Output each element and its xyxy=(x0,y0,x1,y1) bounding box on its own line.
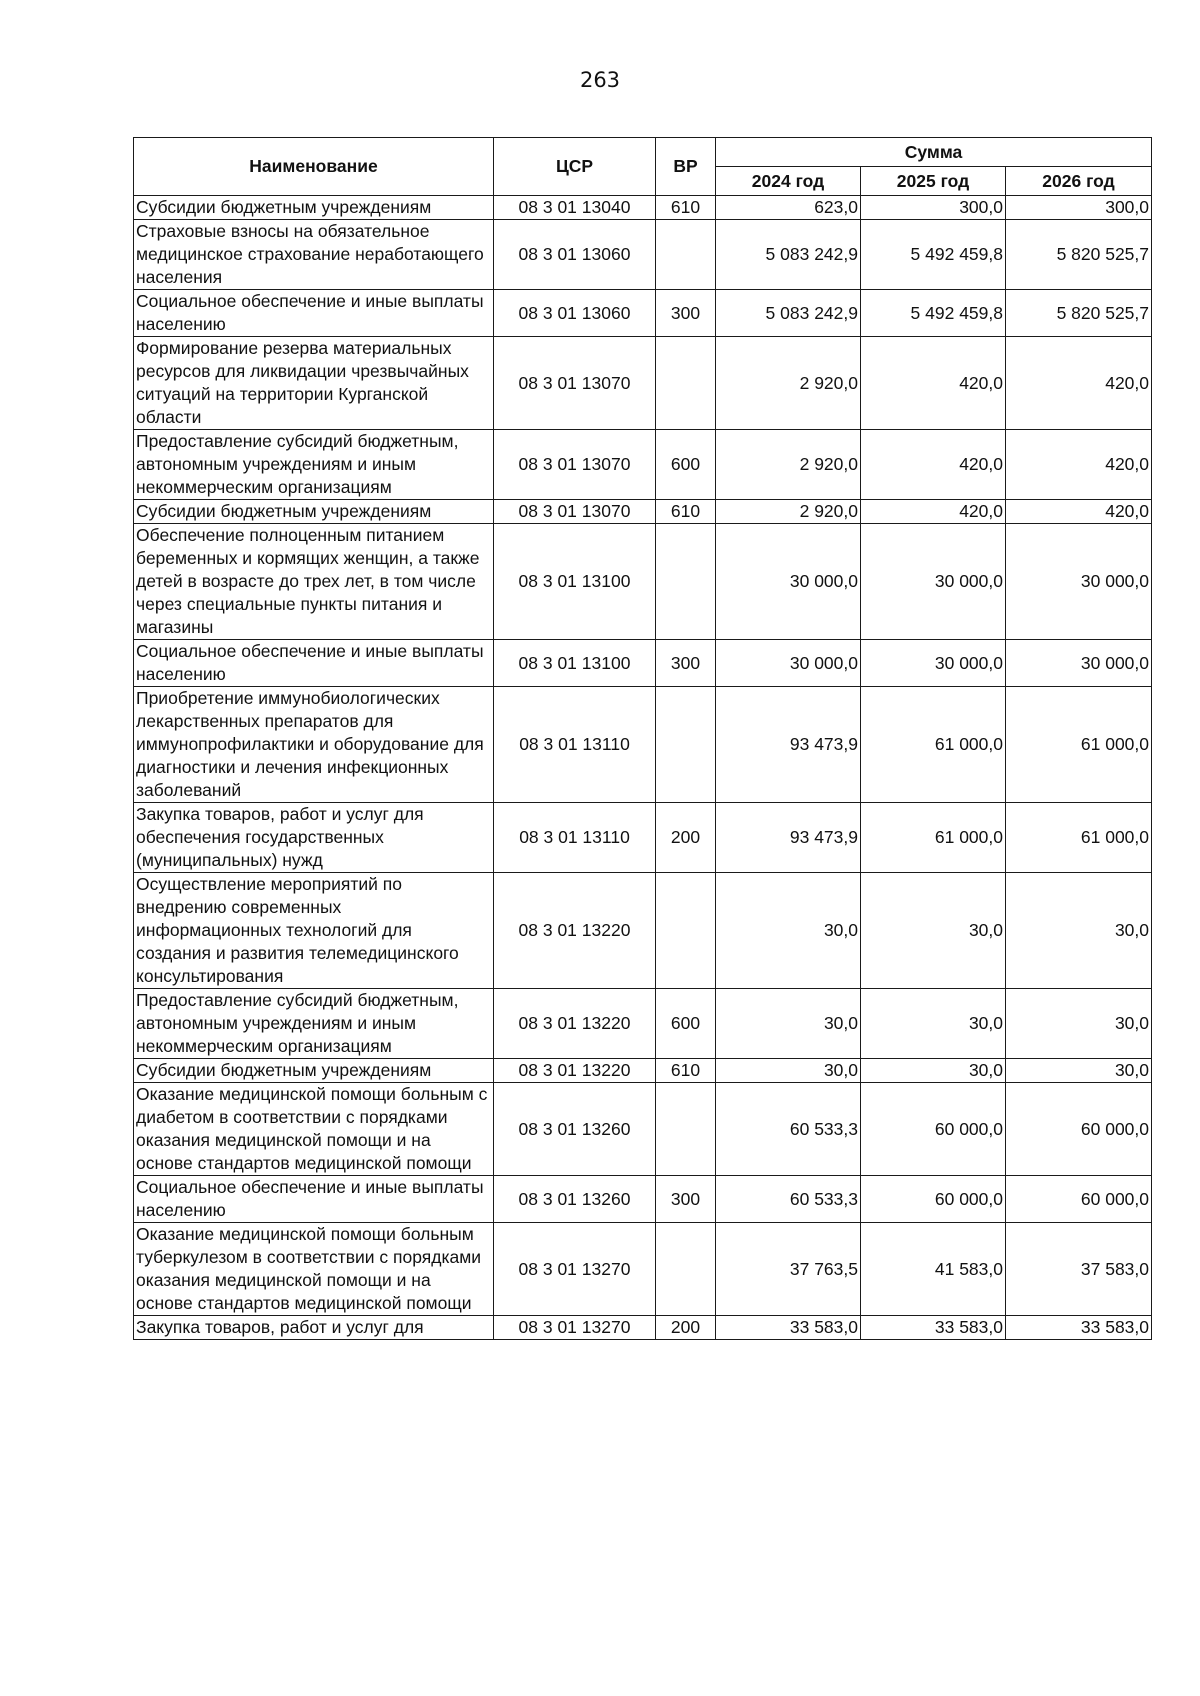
row-name: Осуществление мероприятий по внедрению современных информационных технологий для создания и развития телемедицинского консультирования xyxy=(134,873,494,989)
header-name: Наименование xyxy=(134,138,494,196)
row-value-2026: 60 000,0 xyxy=(1006,1083,1152,1176)
row-csr: 08 3 01 13070 xyxy=(494,337,656,430)
row-csr: 08 3 01 13270 xyxy=(494,1223,656,1316)
row-name: Социальное обеспечение и иные выплаты населению xyxy=(134,640,494,687)
header-year-2024: 2024 год xyxy=(716,167,861,196)
row-value-2026: 5 820 525,7 xyxy=(1006,290,1152,337)
row-vr: 600 xyxy=(656,430,716,500)
table-row xyxy=(134,196,1152,220)
table-row xyxy=(134,873,1152,989)
row-name: Предоставление субсидий бюджетным, автономным учреждениям и иным некоммерческим организациям xyxy=(134,430,494,500)
row-value-2024: 2 920,0 xyxy=(716,500,861,524)
row-value-2026: 61 000,0 xyxy=(1006,803,1152,873)
row-value-2026: 30,0 xyxy=(1006,989,1152,1059)
row-value-2026: 300,0 xyxy=(1006,196,1152,220)
table-row xyxy=(134,430,1152,500)
row-value-2025: 30,0 xyxy=(861,989,1006,1059)
row-value-2026: 30 000,0 xyxy=(1006,524,1152,640)
table-row xyxy=(134,803,1152,873)
row-value-2025: 5 492 459,8 xyxy=(861,220,1006,290)
header-year-2026: 2026 год xyxy=(1006,167,1152,196)
row-value-2024: 60 533,3 xyxy=(716,1176,861,1223)
row-value-2026: 420,0 xyxy=(1006,500,1152,524)
row-name: Формирование резерва материальных ресурсов для ликвидации чрезвычайных ситуаций на территории Курганской области xyxy=(134,337,494,430)
row-vr xyxy=(656,524,716,640)
table-row xyxy=(134,1059,1152,1083)
row-value-2025: 41 583,0 xyxy=(861,1223,1006,1316)
row-value-2024: 623,0 xyxy=(716,196,861,220)
row-value-2024: 30 000,0 xyxy=(716,524,861,640)
row-value-2026: 33 583,0 xyxy=(1006,1316,1152,1340)
table-row xyxy=(134,524,1152,640)
row-csr: 08 3 01 13220 xyxy=(494,989,656,1059)
row-value-2026: 30,0 xyxy=(1006,873,1152,989)
row-value-2026: 30,0 xyxy=(1006,1059,1152,1083)
row-value-2025: 420,0 xyxy=(861,337,1006,430)
row-value-2025: 5 492 459,8 xyxy=(861,290,1006,337)
row-vr: 600 xyxy=(656,989,716,1059)
row-value-2026: 420,0 xyxy=(1006,430,1152,500)
table-row xyxy=(134,1316,1152,1340)
row-vr xyxy=(656,1223,716,1316)
row-vr: 300 xyxy=(656,290,716,337)
row-value-2026: 37 583,0 xyxy=(1006,1223,1152,1316)
row-value-2025: 30,0 xyxy=(861,873,1006,989)
row-csr: 08 3 01 13100 xyxy=(494,524,656,640)
row-value-2024: 5 083 242,9 xyxy=(716,220,861,290)
table-row xyxy=(134,1176,1152,1223)
row-csr: 08 3 01 13220 xyxy=(494,1059,656,1083)
row-value-2024: 93 473,9 xyxy=(716,803,861,873)
row-value-2026: 61 000,0 xyxy=(1006,687,1152,803)
table-row xyxy=(134,500,1152,524)
row-value-2025: 420,0 xyxy=(861,500,1006,524)
row-csr: 08 3 01 13110 xyxy=(494,687,656,803)
row-csr: 08 3 01 13070 xyxy=(494,430,656,500)
row-vr: 610 xyxy=(656,500,716,524)
row-vr: 610 xyxy=(656,196,716,220)
row-name: Оказание медицинской помощи больным туберкулезом в соответствии с порядками оказания медицинской помощи и на основе стандартов медицинской помощи xyxy=(134,1223,494,1316)
row-vr xyxy=(656,687,716,803)
table-body xyxy=(134,196,1152,1340)
table-row xyxy=(134,687,1152,803)
row-csr: 08 3 01 13070 xyxy=(494,500,656,524)
header-csr: ЦСР xyxy=(494,138,656,196)
row-csr: 08 3 01 13100 xyxy=(494,640,656,687)
row-value-2024: 30,0 xyxy=(716,1059,861,1083)
row-name: Субсидии бюджетным учреждениям xyxy=(134,196,494,220)
row-name: Субсидии бюджетным учреждениям xyxy=(134,500,494,524)
row-vr: 200 xyxy=(656,803,716,873)
row-csr: 08 3 01 13220 xyxy=(494,873,656,989)
row-vr: 610 xyxy=(656,1059,716,1083)
table-row xyxy=(134,337,1152,430)
table-row xyxy=(134,989,1152,1059)
row-value-2026: 420,0 xyxy=(1006,337,1152,430)
row-value-2024: 30,0 xyxy=(716,873,861,989)
row-csr: 08 3 01 13110 xyxy=(494,803,656,873)
row-csr: 08 3 01 13270 xyxy=(494,1316,656,1340)
row-csr: 08 3 01 13260 xyxy=(494,1176,656,1223)
row-vr xyxy=(656,220,716,290)
table-row xyxy=(134,220,1152,290)
table-row xyxy=(134,1083,1152,1176)
row-vr xyxy=(656,337,716,430)
row-csr: 08 3 01 13060 xyxy=(494,290,656,337)
row-value-2025: 60 000,0 xyxy=(861,1083,1006,1176)
row-vr: 200 xyxy=(656,1316,716,1340)
row-value-2026: 30 000,0 xyxy=(1006,640,1152,687)
row-value-2024: 93 473,9 xyxy=(716,687,861,803)
row-value-2025: 420,0 xyxy=(861,430,1006,500)
row-name: Предоставление субсидий бюджетным, автономным учреждениям и иным некоммерческим организациям xyxy=(134,989,494,1059)
row-vr: 300 xyxy=(656,640,716,687)
row-value-2024: 60 533,3 xyxy=(716,1083,861,1176)
table-row xyxy=(134,290,1152,337)
row-value-2025: 60 000,0 xyxy=(861,1176,1006,1223)
row-value-2024: 33 583,0 xyxy=(716,1316,861,1340)
header-sum: Сумма xyxy=(716,138,1152,167)
row-vr xyxy=(656,873,716,989)
row-value-2024: 5 083 242,9 xyxy=(716,290,861,337)
row-name: Приобретение иммунобиологических лекарственных препаратов для иммунопрофилактики и оборудование для диагностики и лечения инфекционных заболеваний xyxy=(134,687,494,803)
row-vr: 300 xyxy=(656,1176,716,1223)
row-name: Оказание медицинской помощи больным с диабетом в соответствии с порядками оказания медицинской помощи и на основе стандартов медицинской помощи xyxy=(134,1083,494,1176)
row-value-2024: 2 920,0 xyxy=(716,430,861,500)
row-vr xyxy=(656,1083,716,1176)
row-name: Закупка товаров, работ и услуг для xyxy=(134,1316,494,1340)
header-vr: ВР xyxy=(656,138,716,196)
row-name: Субсидии бюджетным учреждениям xyxy=(134,1059,494,1083)
row-value-2025: 300,0 xyxy=(861,196,1006,220)
row-value-2026: 5 820 525,7 xyxy=(1006,220,1152,290)
row-value-2025: 33 583,0 xyxy=(861,1316,1006,1340)
row-value-2024: 2 920,0 xyxy=(716,337,861,430)
row-value-2024: 30 000,0 xyxy=(716,640,861,687)
row-value-2024: 37 763,5 xyxy=(716,1223,861,1316)
table-header xyxy=(134,138,1152,196)
row-csr: 08 3 01 13060 xyxy=(494,220,656,290)
row-name: Социальное обеспечение и иные выплаты населению xyxy=(134,290,494,337)
row-value-2025: 30 000,0 xyxy=(861,640,1006,687)
row-csr: 08 3 01 13260 xyxy=(494,1083,656,1176)
row-value-2025: 61 000,0 xyxy=(861,803,1006,873)
header-year-2025: 2025 год xyxy=(861,167,1006,196)
row-name: Закупка товаров, работ и услуг для обеспечения государственных (муниципальных) нужд xyxy=(134,803,494,873)
row-value-2025: 30,0 xyxy=(861,1059,1006,1083)
row-value-2025: 61 000,0 xyxy=(861,687,1006,803)
table-row xyxy=(134,640,1152,687)
budget-table xyxy=(133,137,1152,1340)
page-number: 263 xyxy=(579,68,621,92)
row-name: Обеспечение полноценным питанием беременных и кормящих женщин, а также детей в возрасте до трех лет, в том числе через специальные пункты питания и магазины xyxy=(134,524,494,640)
row-value-2025: 30 000,0 xyxy=(861,524,1006,640)
row-value-2024: 30,0 xyxy=(716,989,861,1059)
row-value-2026: 60 000,0 xyxy=(1006,1176,1152,1223)
table-row xyxy=(134,1223,1152,1316)
row-csr: 08 3 01 13040 xyxy=(494,196,656,220)
row-name: Социальное обеспечение и иные выплаты населению xyxy=(134,1176,494,1223)
row-name: Страховые взносы на обязательное медицинское страхование неработающего населения xyxy=(134,220,494,290)
